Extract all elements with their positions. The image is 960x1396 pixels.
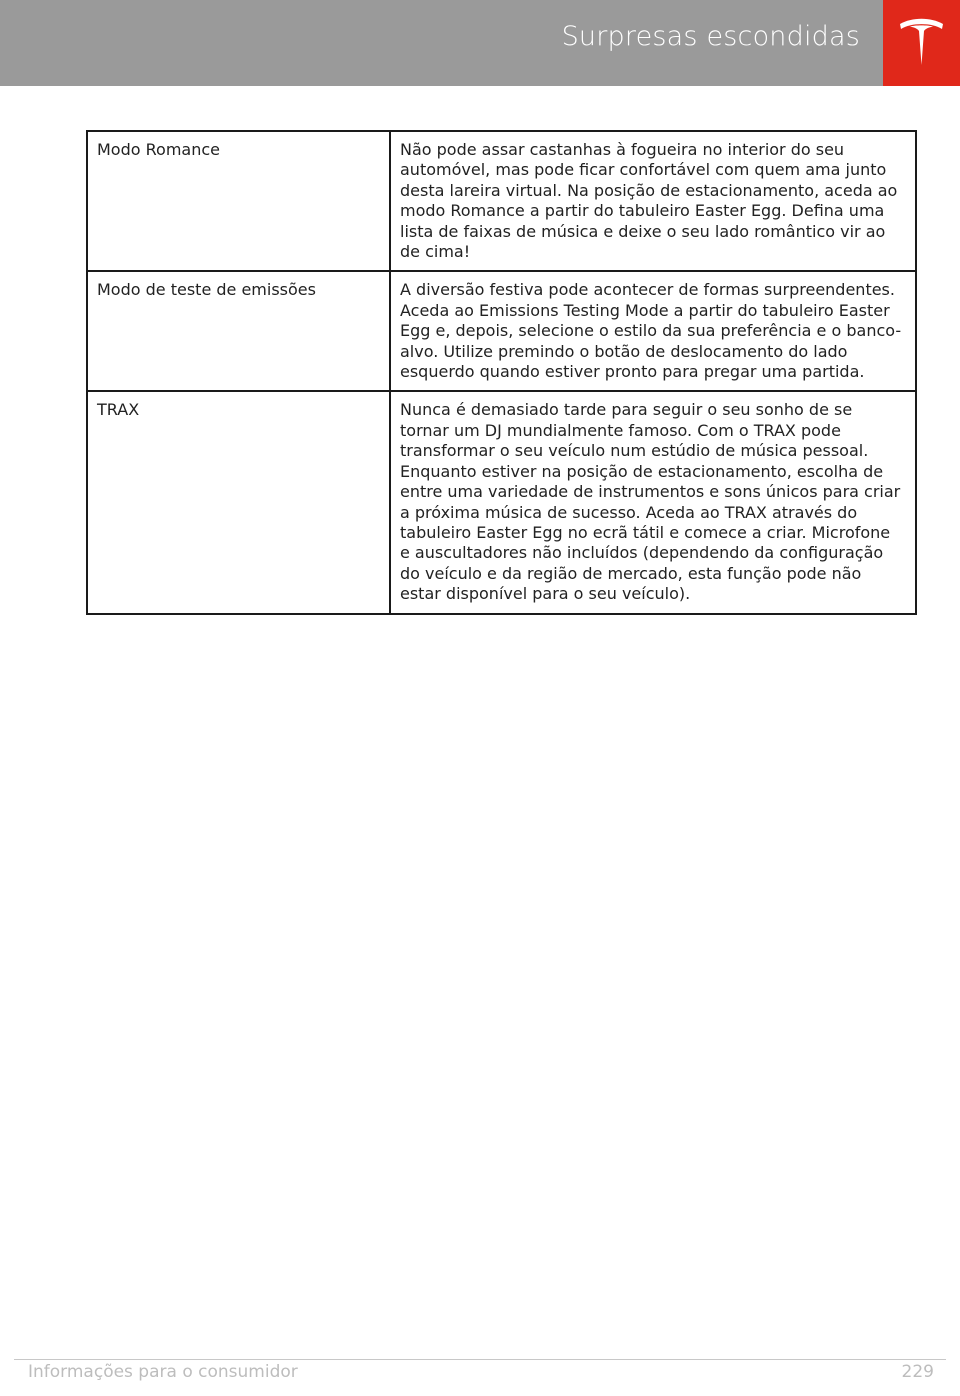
feature-name: Modo Romance: [87, 131, 390, 271]
footer-section-label: Informações para o consumidor: [28, 1362, 298, 1382]
features-table: [86, 130, 917, 615]
table-row: [87, 391, 916, 613]
table-row: [87, 131, 916, 271]
page-number: 229: [901, 1362, 934, 1382]
brand-logo: [883, 0, 960, 86]
section-title: Surpresas escondidas: [561, 21, 860, 52]
feature-description: A diversão festiva pode acontecer de formas surpreendentes. Aceda ao Emissions Testing Mode a partir do tabuleiro Easter Egg e, depois, selecione o estilo da sua preferência e o banco-alvo. Utilize premindo o botão de deslocamento do lado esquerdo quando estiver pronto para pregar uma partida.: [390, 271, 916, 391]
footer-divider: [14, 1359, 946, 1360]
table-row: [87, 271, 916, 391]
feature-name: TRAX: [87, 391, 390, 613]
tesla-logo-icon: [898, 15, 945, 69]
feature-description: Nunca é demasiado tarde para seguir o seu sonho de se tornar um DJ mundialmente famoso. Com o TRAX pode transformar o seu veículo num estúdio de música pessoal. Enquanto estiver na posição de estacionamento, escolha de entre uma variedade de instrumentos e sons únicos para criar a próxima música de sucesso. Aceda ao TRAX através do tabuleiro Easter Egg no ecrã tátil e comece a criar. Microfone e auscultadores não incluídos (dependendo da configuração do veículo e da região de mercado, esta função pode não estar disponível para o seu veículo).: [390, 391, 916, 613]
page-header: [0, 0, 960, 86]
feature-name: Modo de teste de emissões: [87, 271, 390, 391]
feature-description: Não pode assar castanhas à fogueira no interior do seu automóvel, mas pode ficar confortável com quem ama junto desta lareira virtual. Na posição de estacionamento, aceda ao modo Romance a partir do tabuleiro Easter Egg. Defina uma lista de faixas de música e deixe o seu lado romântico vir ao de cima!: [390, 131, 916, 271]
